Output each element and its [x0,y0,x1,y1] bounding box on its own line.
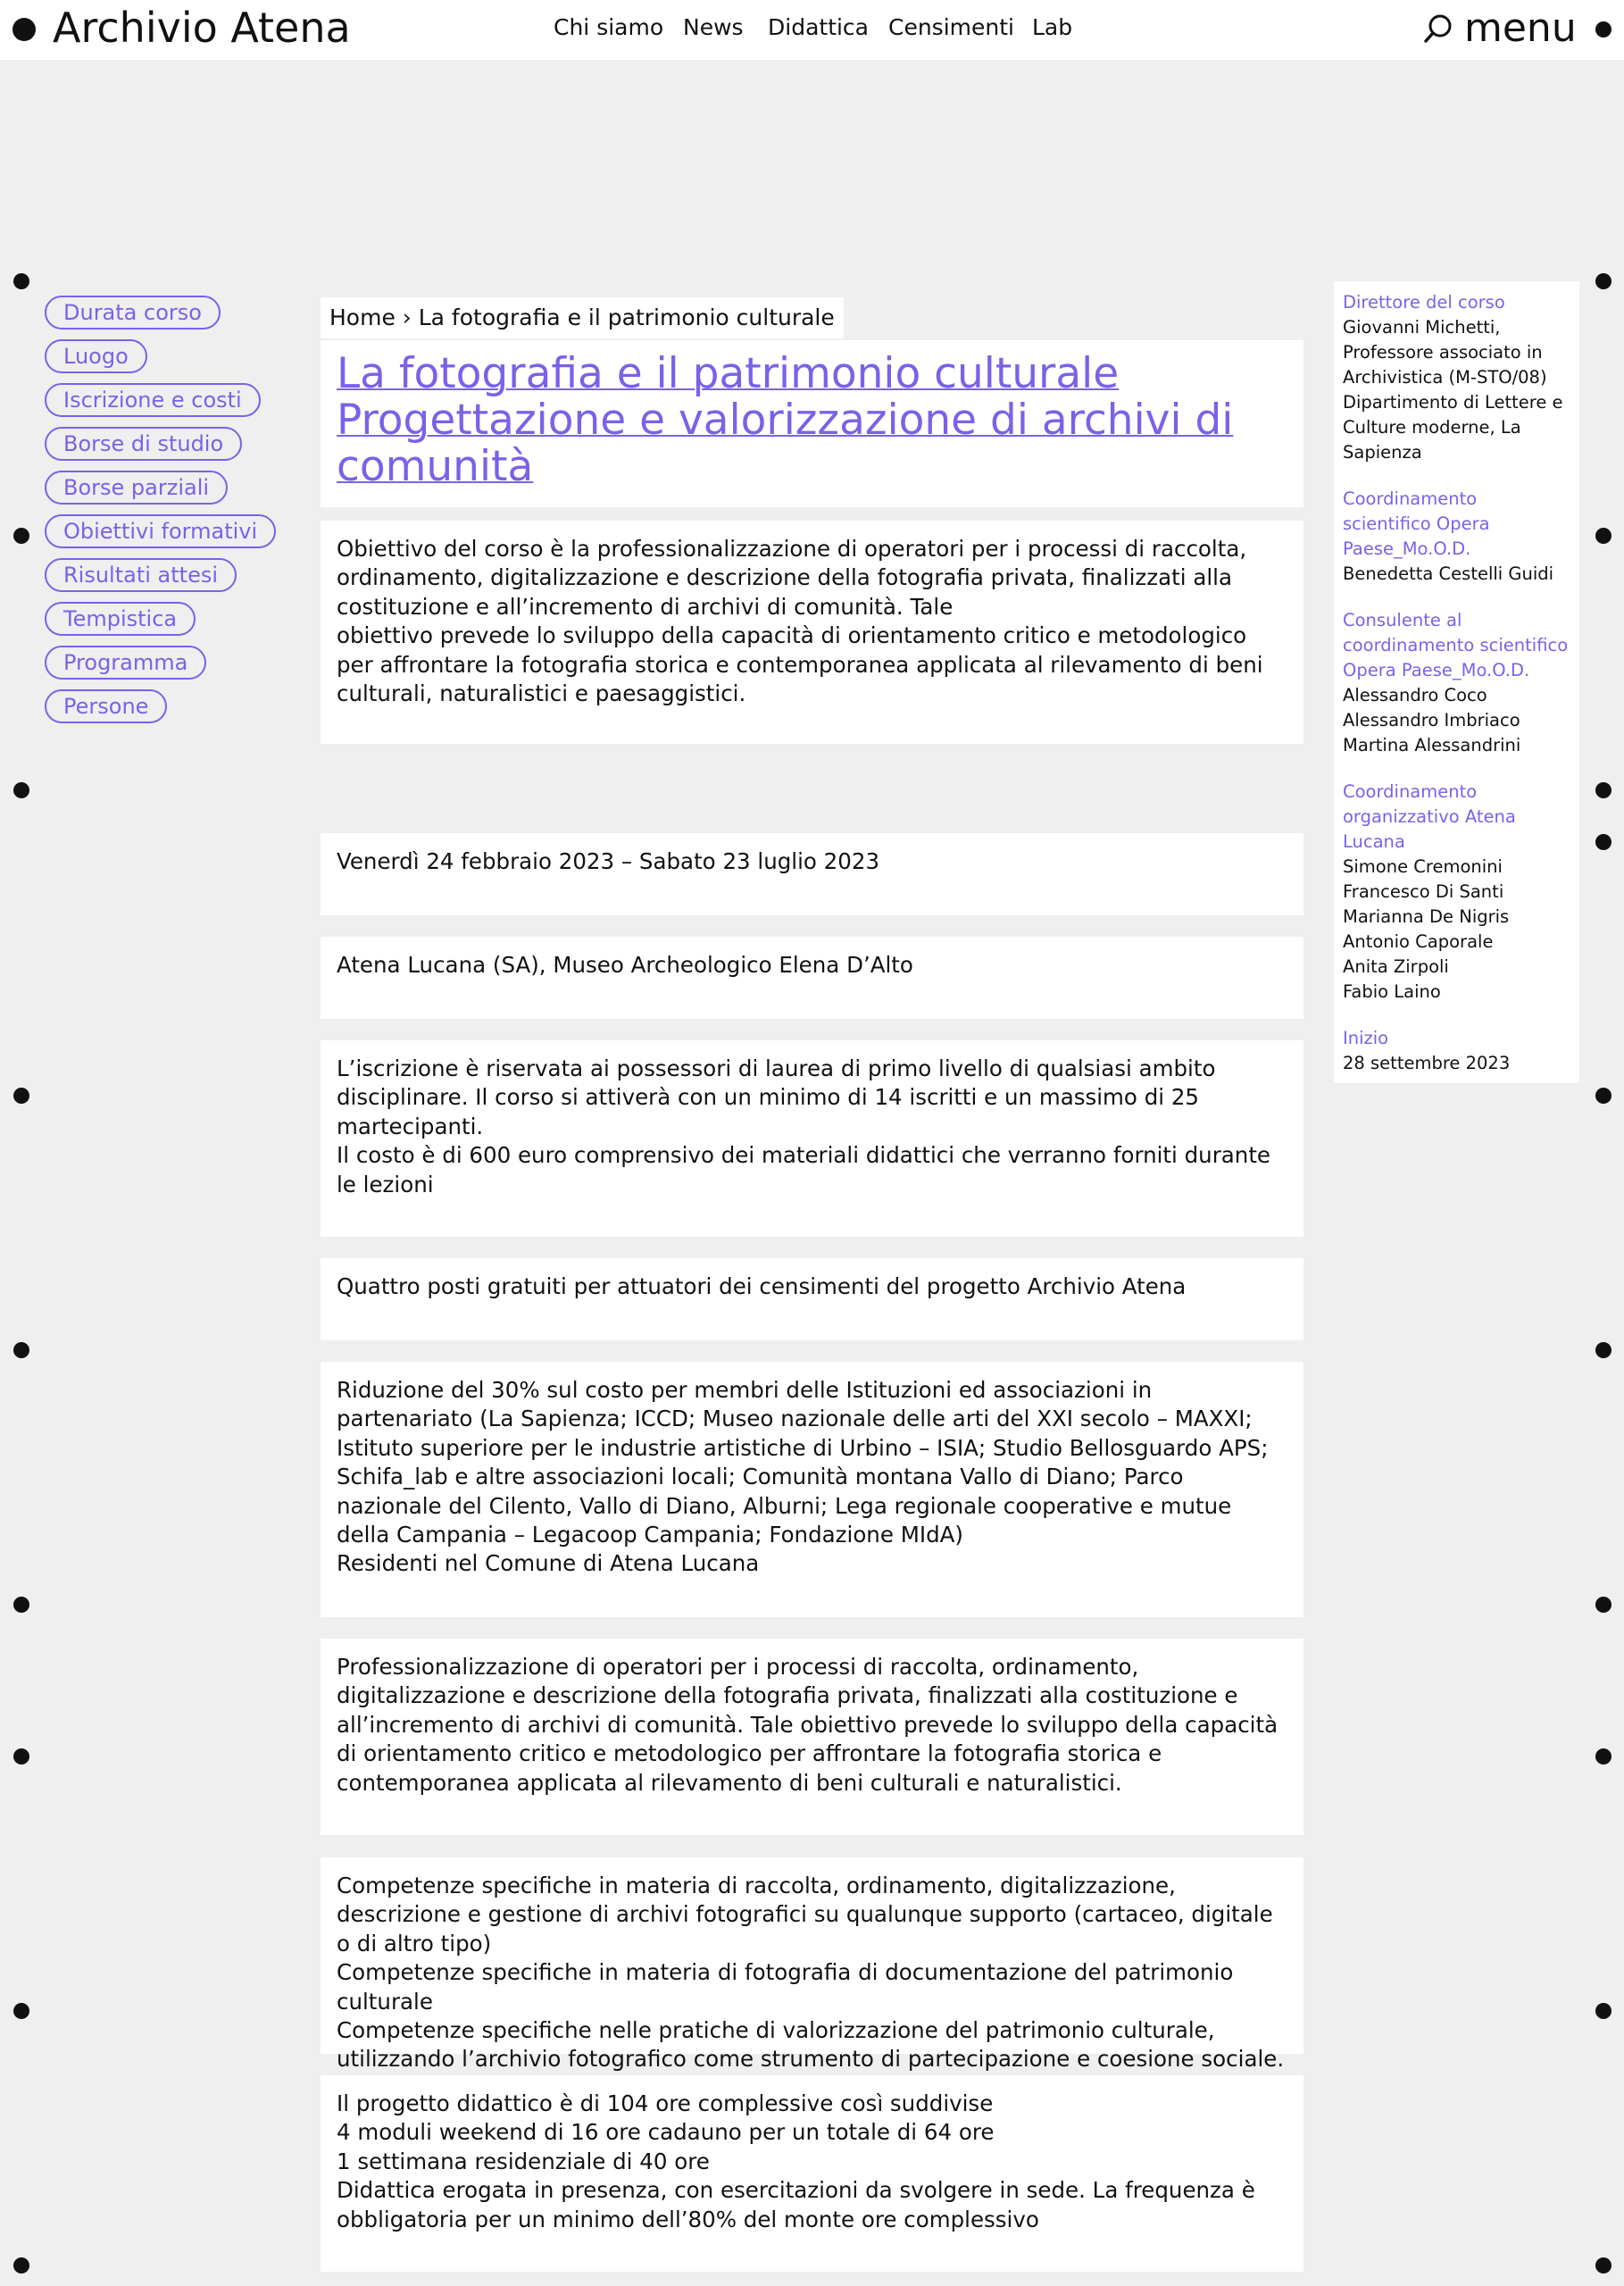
nav-lab[interactable]: Lab [1032,14,1073,40]
people-sidebar [1334,281,1579,1083]
intro-text-1: Obiettivo del corso è la professionalizzazione di operatori per i processi di raccolta, ordinamento, digitalizzazione e descrizione della fotografia privata, finalizzati alla costituzione e all’incremento di archivi di comunità. Tale [337,536,1247,620]
pill-tempistica[interactable]: Tempistica [45,602,196,636]
pill-persone[interactable]: Persone [45,689,167,723]
sidebar-value: Antonio Caporale [1343,931,1494,952]
edge-dot [13,2003,29,2019]
sidebar-value: Anita Zirpoli [1343,956,1449,977]
sidebar-value: Sapienza [1343,442,1422,463]
edge-dot [13,1748,29,1765]
sidebar-value: Fabio Laino [1343,981,1441,1002]
sidebar-value: Francesco Di Santi [1343,881,1504,902]
luogo-card [321,937,1303,1019]
site-header [0,0,1624,60]
edge-dot [1595,1597,1612,1613]
edge-dot [1595,528,1612,544]
pill-borse-parziali[interactable]: Borse parziali [45,471,228,505]
sidebar-label: Inizio [1343,1028,1389,1048]
intro-text-2: obiettivo prevede lo sviluppo della capacità di orientamento critico e metodologico per affrontare la fotografia storica e contemporanea applicata al rilevamento di beni culturali, naturalistici e paesaggistici. [337,622,1263,707]
tempistica-text-2: 4 moduli weekend di 16 ore cadauno per un totale di 64 ore [337,2119,995,2146]
nav-censimenti[interactable]: Censimenti [888,14,1014,40]
pill-borse-di-studio[interactable]: Borse di studio [45,427,242,461]
borse-parziali-text-1: Riduzione del 30% sul costo per membri delle Istituzioni ed associazioni in partenariato (La Sapienza; ICCD; Museo nazionale delle arti del XXI secolo – MAXXI; Istituto superiore per le industrie artistiche di Urbino – ISIA; Studio Bellosguardo APS; Schifa_lab e altre associazioni locali; Comunità montana Vallo di Diano; Parco nazionale del Cilento, Vallo di Diano, Alburni; Lega regionale cooperative e mutue della Campania – Legacoop Campania; Fondazione MIdA) [337,1377,1269,1548]
page-title[interactable] [321,340,1303,501]
sidebar-value: Dipartimento di Lettere e [1343,392,1563,413]
sidebar-value: 28 settembre 2023 [1343,1053,1511,1073]
risultati-text-3: Competenze specifiche nelle pratiche di valorizzazione del patrimonio culturale, utilizzando l’archivio fotografico come strumento di partecipazione e coesione sociale. [337,2017,1285,2073]
pill-risultati-attesi[interactable]: Risultati attesi [45,558,237,592]
edge-dot [1595,2003,1612,2019]
sidebar-coordinamento-organizzativo [1343,780,1570,1005]
sidebar-value: Simone Cremonini [1343,856,1503,877]
title-card [321,340,1303,507]
pill-iscrizione-e-costi[interactable]: Iscrizione e costi [45,383,261,417]
borse-card [321,1258,1303,1340]
edge-dot [13,528,29,544]
sidebar-value: Marianna De Nigris [1343,906,1510,927]
sidebar-value: Alessandro Coco [1343,685,1487,705]
search-icon[interactable] [1423,13,1453,45]
sidebar-value: Alessandro Imbriaco [1343,710,1520,730]
edge-dot [1595,273,1612,289]
sidebar-direttore [1343,290,1570,465]
sidebar-value: Martina Alessandrini [1343,735,1521,755]
borse-parziali-text-2: Residenti nel Comune di Atena Lucana [337,1550,760,1577]
sidebar-coordinamento-scientifico [1343,487,1570,587]
risultati-text-2: Competenze specifiche in materia di fotografia di documentazione del patrimonio culturale [337,1959,1234,2015]
edge-dot [1595,1088,1612,1104]
breadcrumb[interactable]: Home › La fotografia e il patrimonio culturale [321,297,844,338]
edge-dot [13,1342,29,1358]
iscrizione-text-1: L’iscrizione è riservata ai possessori di laurea di primo livello di qualsiasi ambito disciplinare. Il corso si attiverà con un minimo di 14 iscritti e un massimo di 25 martecipanti. [337,1055,1216,1139]
edge-dot [13,1597,29,1613]
sidebar-label: Coordinamento organizzativo Atena Lucana [1343,781,1516,852]
pill-luogo[interactable]: Luogo [45,339,147,373]
menu-button[interactable]: menu [1464,5,1577,51]
sidebar-label: Consulente al coordinamento scientifico Opera Paese_Mo.O.D. [1343,610,1569,680]
borse-parziali-card [321,1362,1303,1617]
obiettivi-text: Professionalizzazione di operatori per i processi di raccolta, ordinamento, digitalizzazione e descrizione della fotografia privata, finalizzati alla costituzione e all’incremento di archivi di comunità. Tale obiettivo prevede lo sviluppo della capacità di orientamento critico e metodologico per affrontare la fotografia storica e contemporanea applicata al rilevamento di beni culturali e naturalistici. [337,1654,1278,1796]
intro-card [321,521,1303,744]
site-logo[interactable]: Archivio Atena [53,4,351,52]
durata-card [321,833,1303,915]
sidebar-label: Coordinamento scientifico Opera Paese_Mo.O.D. [1343,488,1490,559]
borse-text: Quattro posti gratuiti per attuatori dei censimenti del progetto Archivio Atena [337,1273,1187,1299]
edge-dot [1595,782,1612,798]
risultati-card [321,1857,1303,2073]
durata-text: Venerdì 24 febbraio 2023 – Sabato 23 luglio 2023 [337,848,880,874]
tempistica-text-4: Didattica erogata in presenza, con esercitazioni da svolgere in sede. La frequenza è obbligatoria per un minimo dell’80% del monte ore complessivo [337,2177,1255,2232]
sidebar-consulente [1343,608,1570,758]
sidebar-inizio [1343,1026,1570,1076]
pill-obiettivi-formativi[interactable]: Obiettivi formativi [45,514,276,548]
nav-news[interactable]: News [683,14,744,40]
nav-chi-siamo[interactable]: Chi siamo [554,14,664,40]
pill-programma[interactable]: Programma [45,646,206,680]
edge-dot [1595,2257,1612,2273]
logo-dot [12,18,36,41]
sidebar-value: Professore associato in [1343,342,1543,363]
sidebar-label: Direttore del corso [1343,292,1505,313]
sidebar-value: Giovanni Michetti, [1343,317,1501,338]
nav-didattica[interactable]: Didattica [768,14,870,40]
sidebar-value: Benedetta Cestelli Guidi [1343,563,1554,584]
sidebar-value: Archivistica (M-STO/08) [1343,367,1547,388]
edge-dot [13,782,29,798]
edge-dot [1595,1748,1612,1765]
edge-dot [13,273,29,289]
iscrizione-card [321,1040,1303,1237]
edge-dot [13,2257,29,2273]
tempistica-card [321,2075,1303,2272]
edge-dot [13,1088,29,1104]
edge-dot [1595,834,1612,850]
tempistica-text-1: Il progetto didattico è di 104 ore complessive così suddivise [337,2090,994,2116]
obiettivi-card [321,1639,1303,1835]
luogo-text: Atena Lucana (SA), Museo Archeologico Elena D’Alto [337,952,913,978]
page-title-line1: La fotografia e il patrimonio culturale [337,349,1120,398]
pill-durata-corso[interactable]: Durata corso [45,296,221,330]
edge-dot [1595,1342,1612,1358]
page-title-line2: Progettazione e valorizzazione di archivi di comunità [337,396,1234,491]
sidebar-value: Culture moderne, La [1343,417,1521,438]
risultati-text-1: Competenze specifiche in materia di raccolta, ordinamento, digitalizzazione, descrizione e gestione di archivi fotografici su qualunque supporto (cartaceo, digitale o di altro tipo) [337,1873,1273,1956]
header-dot [1595,21,1612,38]
iscrizione-text-2: Il costo è di 600 euro comprensivo dei materiali didattici che verranno forniti durante le lezioni [337,1142,1270,1197]
tempistica-text-3: 1 settimana residenziale di 40 ore [337,2148,710,2174]
